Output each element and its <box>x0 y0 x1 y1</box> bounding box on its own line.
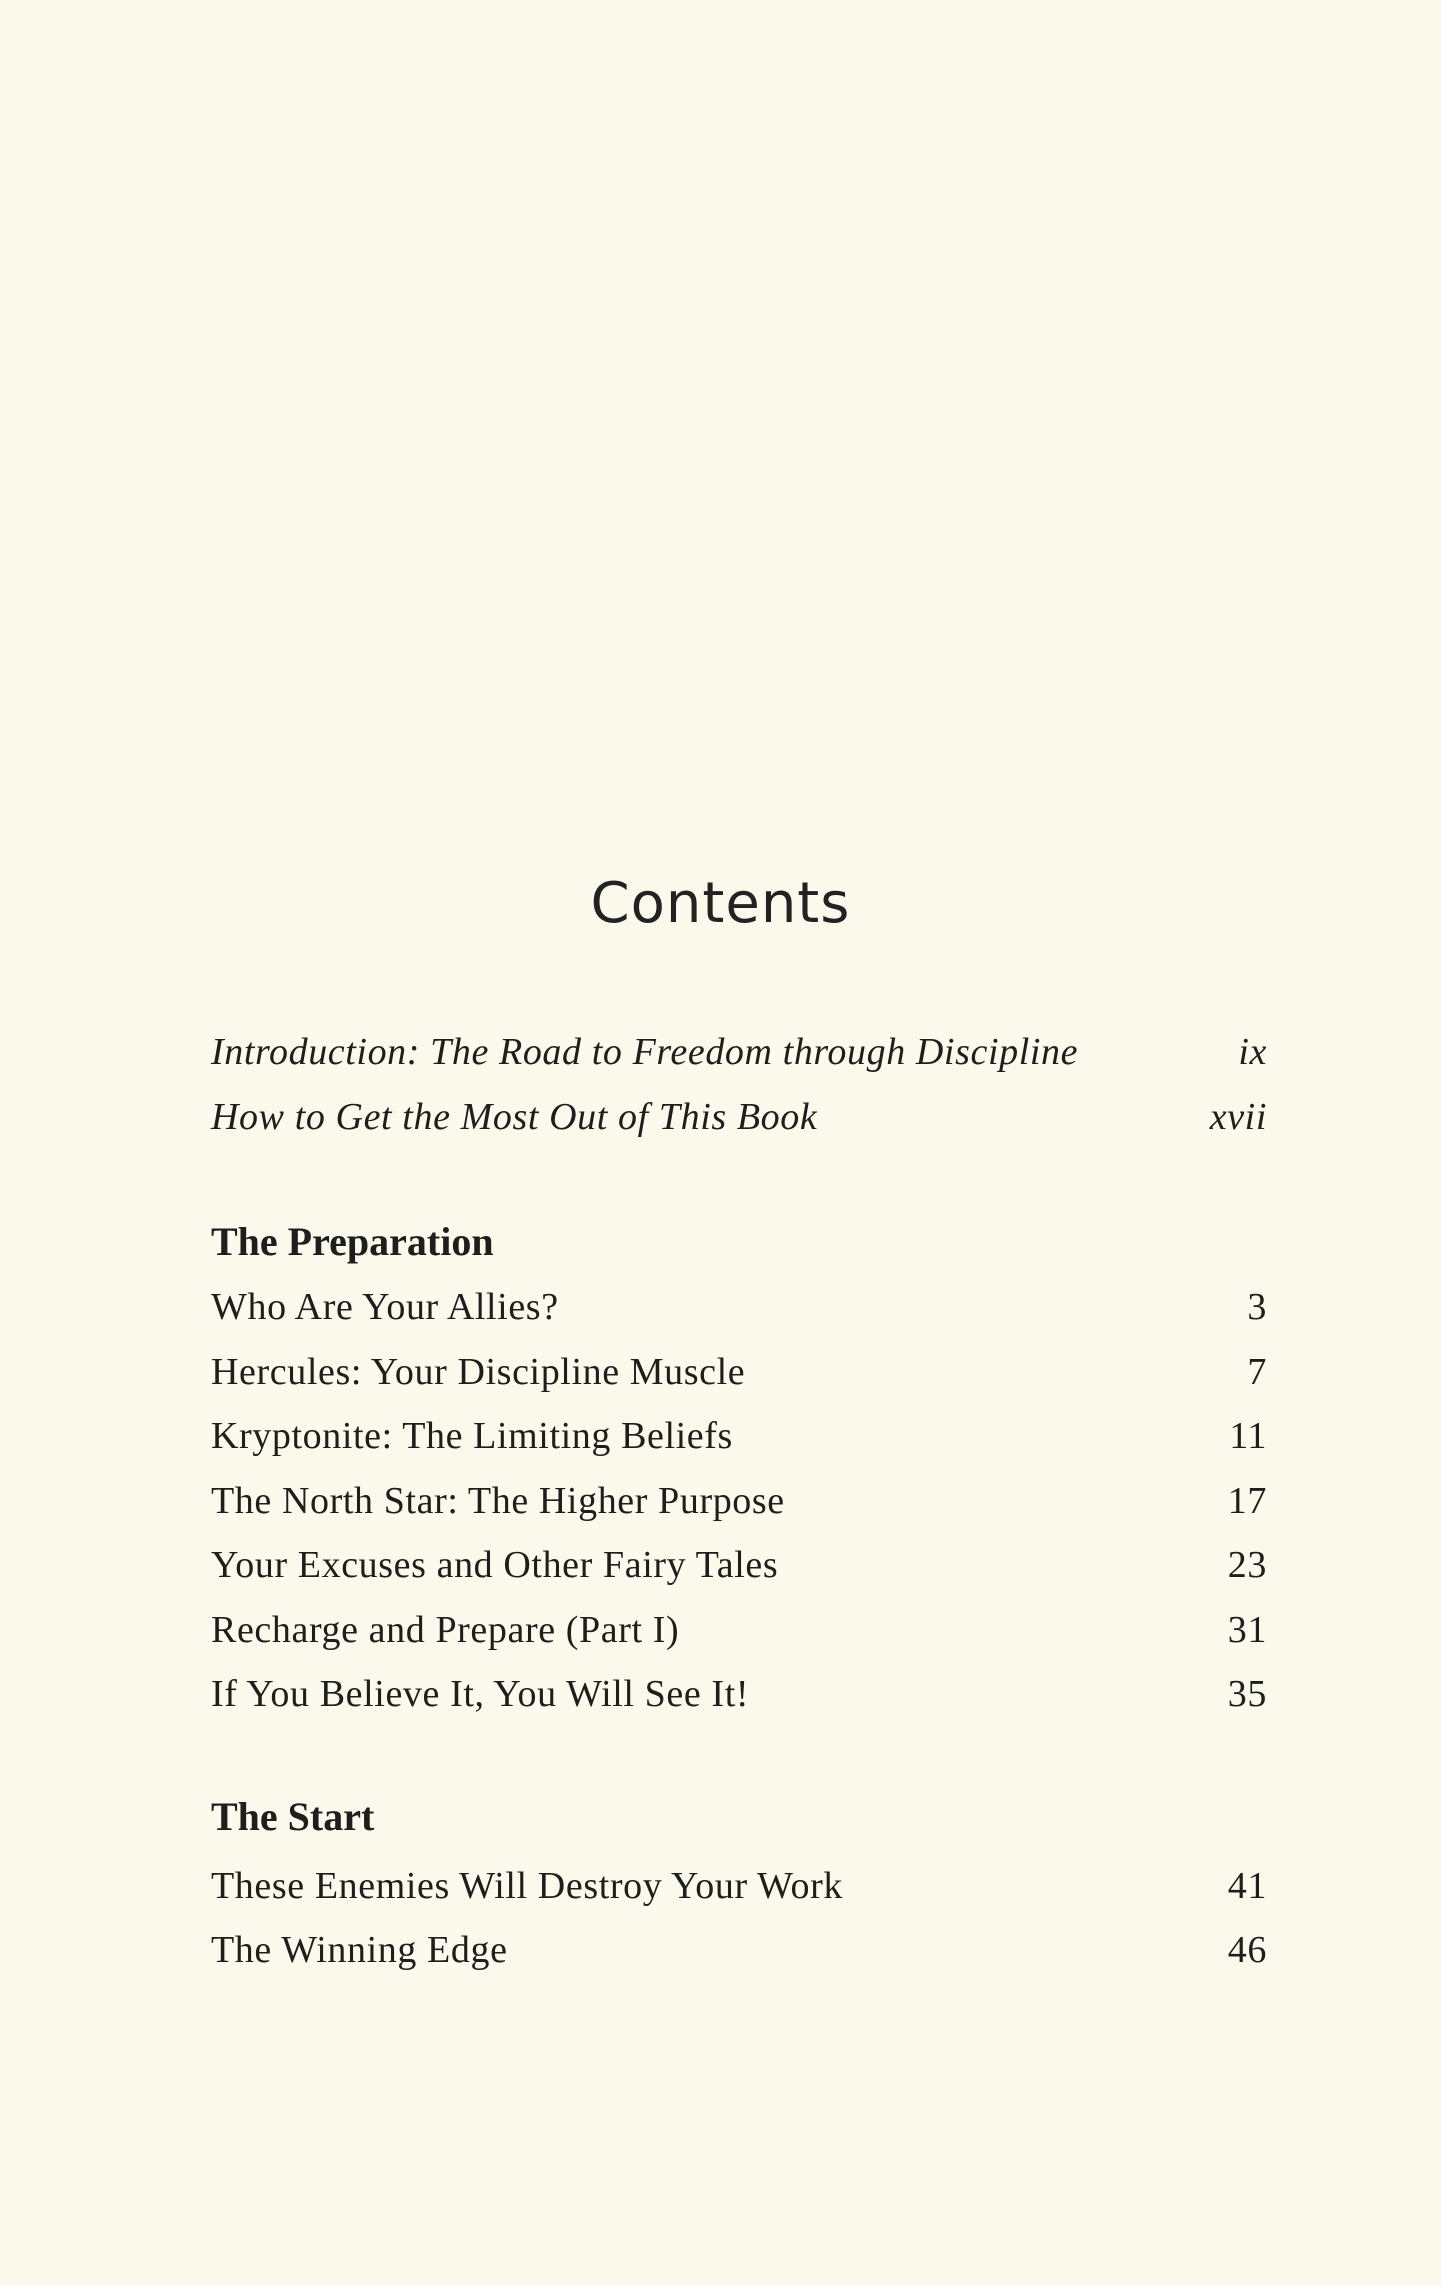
section-heading: The Start <box>211 1794 375 1839</box>
entry-page: xvii <box>1209 1096 1267 1138</box>
entry-label: Introduction: The Road to Freedom through Discipline <box>211 1031 1079 1073</box>
entry-page: 23 <box>1227 1544 1267 1586</box>
section-heading: The Preparation <box>211 1219 494 1264</box>
entry-label: Hercules: Your Discipline Muscle <box>211 1351 746 1393</box>
entry-label: Your Excuses and Other Fairy Tales <box>211 1544 779 1586</box>
toc-entry <box>211 1918 1267 1982</box>
entry-page: 46 <box>1227 1929 1267 1971</box>
entry-page: ix <box>1238 1031 1267 1073</box>
entry-label: If You Believe It, You Will See It! <box>211 1673 750 1715</box>
toc-entry <box>211 1469 1267 1533</box>
entry-page: 35 <box>1227 1673 1267 1715</box>
entry-page: 17 <box>1227 1480 1267 1522</box>
entry-page: 3 <box>1247 1286 1267 1328</box>
toc-entry <box>211 1404 1267 1468</box>
entry-label: Kryptonite: The Limiting Beliefs <box>211 1415 733 1457</box>
toc-entry <box>211 1533 1267 1597</box>
toc-entry <box>211 1275 1267 1339</box>
entry-page: 11 <box>1229 1415 1267 1457</box>
page-title: Contents <box>590 871 851 936</box>
toc-entry <box>211 1020 1267 1084</box>
toc-entry <box>211 1854 1267 1918</box>
entry-label: Who Are Your Allies? <box>211 1286 559 1328</box>
toc-entry <box>211 1085 1267 1149</box>
entry-label: Recharge and Prepare (Part I) <box>211 1609 680 1651</box>
entry-page: 31 <box>1227 1609 1267 1651</box>
toc-entry <box>211 1662 1267 1726</box>
entry-label: How to Get the Most Out of This Book <box>211 1096 818 1138</box>
entry-label: These Enemies Will Destroy Your Work <box>211 1865 843 1907</box>
toc-entry <box>211 1598 1267 1662</box>
entry-label: The North Star: The Higher Purpose <box>211 1480 785 1522</box>
entry-page: 7 <box>1247 1351 1267 1393</box>
toc-entry <box>211 1340 1267 1404</box>
entry-label: The Winning Edge <box>211 1929 508 1971</box>
entry-page: 41 <box>1227 1865 1267 1907</box>
